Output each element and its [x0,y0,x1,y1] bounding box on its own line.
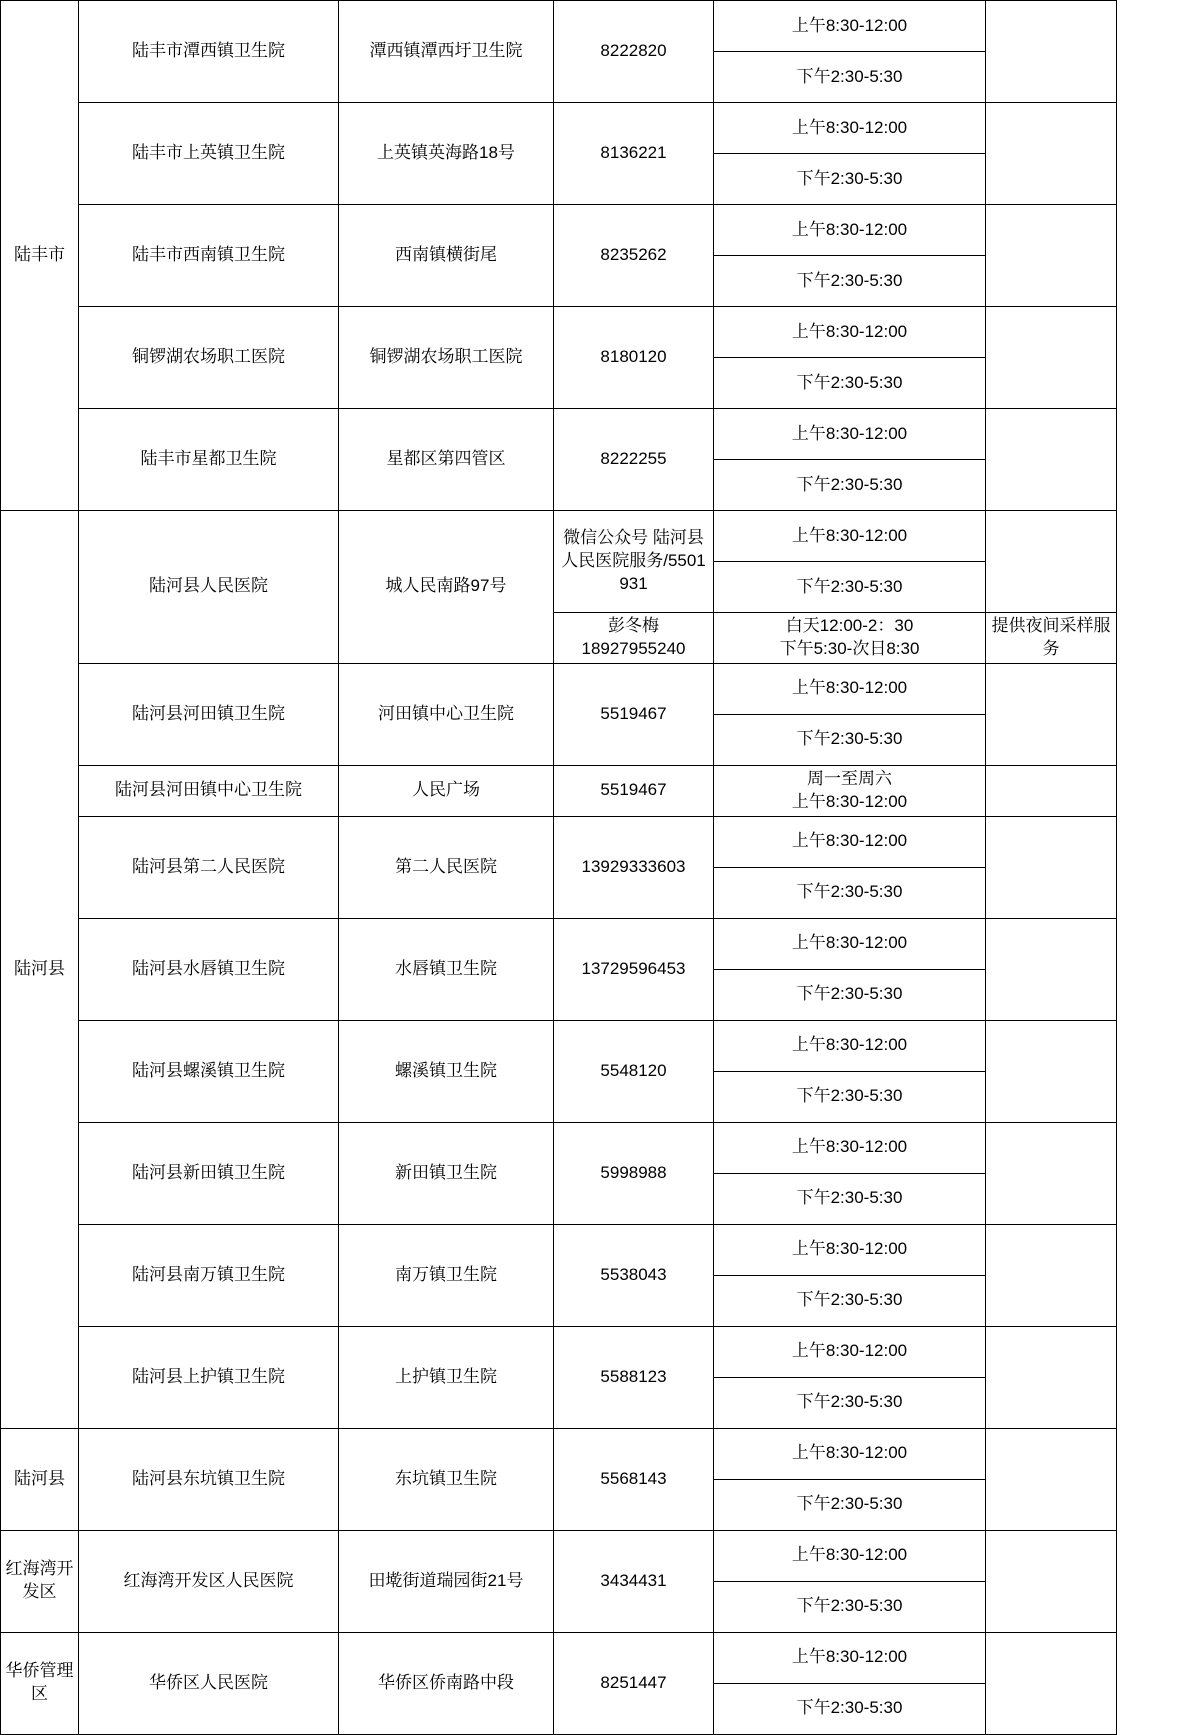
address-cell: 城人民南路97号 [339,511,554,664]
region-cell: 陆丰市 [1,1,79,511]
region-cell: 红海湾开发区 [1,1530,79,1632]
table-row [1,205,1117,256]
address-cell: 第二人民医院 [339,816,554,918]
note-cell: 提供夜间采样服务 [986,613,1117,664]
phone-cell: 5588123 [554,1326,714,1428]
org-cell: 陆河县东坑镇卫生院 [79,1428,339,1530]
table-row [1,816,1117,867]
table-row [1,765,1117,816]
note-cell [986,1224,1117,1326]
time-cell: 上午8:30-12:00 [714,307,986,358]
org-cell: 陆丰市西南镇卫生院 [79,205,339,307]
time-cell: 下午2:30-5:30 [714,52,986,103]
time-cell: 下午2:30-5:30 [714,1071,986,1122]
phone-cell: 5519467 [554,765,714,816]
table-row [1,1020,1117,1071]
time-cell: 下午2:30-5:30 [714,358,986,409]
note-cell [986,816,1117,918]
org-cell: 红海湾开发区人民医院 [79,1530,339,1632]
org-cell: 华侨区人民医院 [79,1632,339,1734]
address-cell: 南万镇卫生院 [339,1224,554,1326]
phone-cell: 8235262 [554,205,714,307]
address-cell: 潭西镇潭西圩卫生院 [339,1,554,103]
time-cell: 下午2:30-5:30 [714,1479,986,1530]
time-cell: 下午2:30-5:30 [714,154,986,205]
address-cell: 螺溪镇卫生院 [339,1020,554,1122]
time-cell: 上午8:30-12:00 [714,1,986,52]
table-row [1,663,1117,714]
time-cell: 上午8:30-12:00 [714,1224,986,1275]
org-cell: 陆河县人民医院 [79,511,339,664]
note-cell [986,918,1117,1020]
time-cell: 上午8:30-12:00 [714,1530,986,1581]
phone-cell-secondary: 彭冬梅 18927955240 [554,613,714,664]
time-cell: 上午8:30-12:00 [714,1632,986,1683]
phone-cell: 13729596453 [554,918,714,1020]
table-row [1,1632,1117,1683]
note-cell [986,1632,1117,1734]
org-cell: 陆河县第二人民医院 [79,816,339,918]
org-cell: 陆河县河田镇卫生院 [79,663,339,765]
note-cell [986,1122,1117,1224]
region-cell: 华侨管理区 [1,1632,79,1734]
address-cell: 人民广场 [339,765,554,816]
org-cell: 陆丰市上英镇卫生院 [79,103,339,205]
note-cell [986,205,1117,307]
time-cell: 上午8:30-12:00 [714,918,986,969]
note-cell [986,511,1117,613]
time-cell: 下午2:30-5:30 [714,867,986,918]
phone-cell: 5998988 [554,1122,714,1224]
table-row [1,918,1117,969]
table-row [1,409,1117,460]
time-cell: 上午8:30-12:00 [714,1428,986,1479]
time-cell: 下午2:30-5:30 [714,969,986,1020]
address-cell: 星都区第四管区 [339,409,554,511]
org-cell: 陆河县上护镇卫生院 [79,1326,339,1428]
time-cell: 下午2:30-5:30 [714,562,986,613]
phone-cell: 5538043 [554,1224,714,1326]
org-cell: 陆丰市潭西镇卫生院 [79,1,339,103]
org-cell: 陆河县南万镇卫生院 [79,1224,339,1326]
time-cell: 上午8:30-12:00 [714,816,986,867]
phone-cell: 8136221 [554,103,714,205]
phone-cell: 微信公众号 陆河县人民医院服务/5501931 [554,511,714,613]
note-cell [986,409,1117,511]
note-cell [986,307,1117,409]
time-cell: 下午2:30-5:30 [714,256,986,307]
time-cell: 下午2:30-5:30 [714,1173,986,1224]
note-cell [986,765,1117,816]
time-cell: 上午8:30-12:00 [714,1020,986,1071]
table-row [1,1530,1117,1581]
address-cell: 铜锣湖农场职工医院 [339,307,554,409]
time-cell: 下午2:30-5:30 [714,1377,986,1428]
phone-cell: 8222255 [554,409,714,511]
org-cell: 陆河县螺溪镇卫生院 [79,1020,339,1122]
time-cell: 上午8:30-12:00 [714,1326,986,1377]
table-row [1,1326,1117,1377]
time-cell: 下午2:30-5:30 [714,460,986,511]
time-cell: 上午8:30-12:00 [714,511,986,562]
address-cell: 水唇镇卫生院 [339,918,554,1020]
phone-cell: 3434431 [554,1530,714,1632]
time-cell: 上午8:30-12:00 [714,1122,986,1173]
time-cell: 下午2:30-5:30 [714,1683,986,1734]
phone-cell: 5548120 [554,1020,714,1122]
time-cell: 上午8:30-12:00 [714,205,986,256]
table-row [1,307,1117,358]
table-row [1,1428,1117,1479]
time-cell: 上午8:30-12:00 [714,103,986,154]
time-cell: 下午2:30-5:30 [714,1581,986,1632]
note-cell [986,663,1117,765]
address-cell: 河田镇中心卫生院 [339,663,554,765]
address-cell: 东坑镇卫生院 [339,1428,554,1530]
time-cell-night: 白天12:00-2：30 下午5:30-次日8:30 [714,613,986,664]
table-row [1,1,1117,52]
table-row [1,103,1117,154]
table-row [1,511,1117,562]
org-cell: 铜锣湖农场职工医院 [79,307,339,409]
table-row [1,1224,1117,1275]
time-cell: 周一至周六 上午8:30-12:00 [714,765,986,816]
region-cell: 陆河县 [1,1428,79,1530]
table-row [1,1122,1117,1173]
phone-cell: 13929333603 [554,816,714,918]
time-cell: 上午8:30-12:00 [714,409,986,460]
address-cell: 新田镇卫生院 [339,1122,554,1224]
phone-cell: 8180120 [554,307,714,409]
phone-cell: 5568143 [554,1428,714,1530]
note-cell [986,1530,1117,1632]
address-cell: 上英镇英海路18号 [339,103,554,205]
org-cell: 陆河县新田镇卫生院 [79,1122,339,1224]
org-cell: 陆河县河田镇中心卫生院 [79,765,339,816]
address-cell: 田墘街道瑞园街21号 [339,1530,554,1632]
time-cell: 上午8:30-12:00 [714,663,986,714]
org-cell: 陆丰市星都卫生院 [79,409,339,511]
phone-cell: 5519467 [554,663,714,765]
time-cell: 下午2:30-5:30 [714,714,986,765]
time-cell: 下午2:30-5:30 [714,1275,986,1326]
note-cell [986,1326,1117,1428]
region-cell: 陆河县 [1,511,79,1429]
address-cell: 华侨区侨南路中段 [339,1632,554,1734]
note-cell [986,1020,1117,1122]
table-body [1,1,1117,1735]
note-cell [986,1428,1117,1530]
address-cell: 上护镇卫生院 [339,1326,554,1428]
phone-cell: 8251447 [554,1632,714,1734]
address-cell: 西南镇横街尾 [339,205,554,307]
note-cell [986,103,1117,205]
note-cell [986,1,1117,103]
org-cell: 陆河县水唇镇卫生院 [79,918,339,1020]
phone-cell: 8222820 [554,1,714,103]
